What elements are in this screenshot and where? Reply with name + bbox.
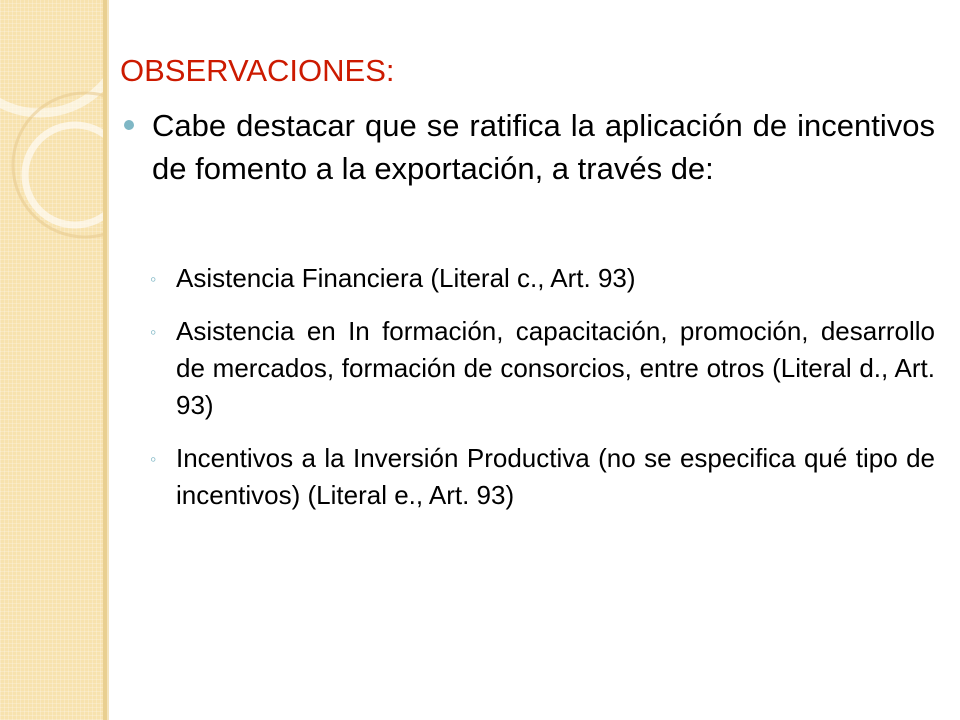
hollow-circle-bullet-icon: ◦ [150, 449, 157, 469]
main-bullet-item [120, 104, 935, 190]
sub-bullet-list [120, 260, 935, 514]
slide-content [120, 40, 935, 530]
sub-bullet-item [120, 440, 935, 514]
sub-bullet-item [120, 313, 935, 424]
hollow-circle-bullet-icon: ◦ [150, 269, 157, 289]
sub-bullet-text: Asistencia en In formación, capacitación, promoción, desarrollo de mercados, formación de consorcios, entre otros (Literal d., Art. 93) [176, 316, 935, 420]
sub-bullet-item [120, 260, 935, 297]
decorative-side-band [0, 0, 103, 720]
sub-bullet-text: Asistencia Financiera (Literal c., Art. 93) [176, 263, 636, 293]
hollow-circle-bullet-icon: ◦ [150, 322, 157, 342]
slide-heading: OBSERVACIONES: [120, 53, 395, 88]
sub-bullet-text: Incentivos a la Inversión Productiva (no se especifica qué tipo de incentivos) (Literal e., Art. 93) [176, 443, 935, 510]
band-divider-highlight [107, 0, 109, 720]
filled-circle-bullet-icon [124, 120, 134, 130]
decorative-rings-icon [0, 0, 103, 330]
main-bullet-text: Cabe destacar que se ratifica la aplicación de incentivos de fomento a la exportación, a través de: [152, 108, 935, 186]
